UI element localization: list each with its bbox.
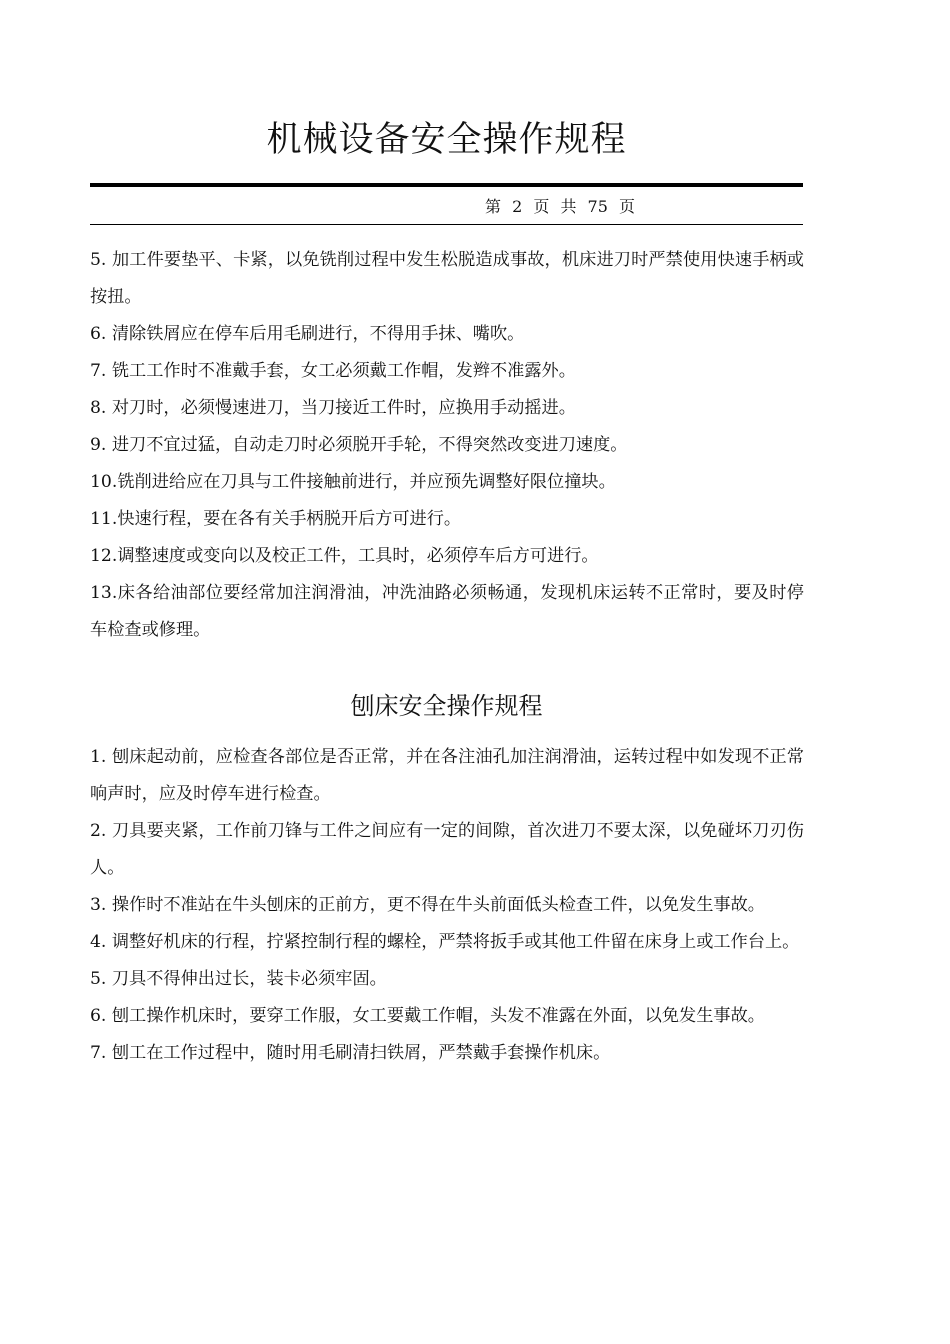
rule-item: 11.快速行程，要在各有关手柄脱开后方可进行。 xyxy=(90,509,462,529)
header-rule-thick xyxy=(90,183,803,187)
rule-item: 5. 刀具不得伸出过长，装卡必须牢固。 xyxy=(90,969,387,989)
rule-item: 6. 刨工操作机床时，要穿工作服，女工要戴工作帽，头发不准露在外面，以免发生事故。 xyxy=(90,1006,765,1026)
rule-item: 9. 进刀不宜过猛，自动走刀时必须脱开手轮，不得突然改变进刀速度。 xyxy=(90,435,628,455)
rule-item: 13.床各给油部位要经常加注润滑油，冲洗油路必须畅通，发现机床运转不正常时，要及时停车检查或修理。 xyxy=(90,583,804,640)
rule-item: 4. 调整好机床的行程，拧紧控制行程的螺栓，严禁将扳手或其他工件留在床身上或工作台上。 xyxy=(90,932,800,952)
rule-item: 6. 清除铁屑应在停车后用毛刷进行，不得用手抹、嘴吹。 xyxy=(90,324,525,344)
rule-item: 1. 刨床起动前，应检查各部位是否正常，并在各注油孔加注润滑油，运转过程中如发现不正常响声时，应及时停车进行检查。 xyxy=(90,747,804,804)
rule-item: 7. 刨工在工作过程中，随时用毛刷清扫铁屑，严禁戴手套操作机床。 xyxy=(90,1043,611,1063)
rule-item: 10.铣削进给应在刀具与工件接触前进行，并应预先调整好限位撞块。 xyxy=(90,472,616,492)
rule-item: 3. 操作时不准站在牛头刨床的正前方，更不得在牛头前面低头检查工件，以免发生事故。 xyxy=(90,895,765,915)
rule-item: 12.调整速度或变向以及校正工件，工具时，必须停车后方可进行。 xyxy=(90,546,599,566)
rule-item: 5. 加工件要垫平、卡紧，以免铣削过程中发生松脱造成事故，机床进刀时严禁使用快速手柄或按扭。 xyxy=(90,250,804,307)
milling-rules-list xyxy=(90,242,804,649)
rule-item: 2. 刀具要夹紧，工作前刀锋与工件之间应有一定的间隙，首次进刀不要太深，以免碰坏刀刃伤人。 xyxy=(90,821,804,878)
rule-item: 7. 铣工工作时不准戴手套，女工必须戴工作帽，发辫不准露外。 xyxy=(90,361,576,381)
page-number: 第 2 页 共 75 页 xyxy=(485,197,635,216)
rule-item: 8. 对刀时，必须慢速进刀，当刀接近工件时，应换用手动摇进。 xyxy=(90,398,576,418)
header-rule-thin xyxy=(90,224,803,225)
document-title: 机械设备安全操作规程 xyxy=(266,120,627,160)
section-title: 刨床安全操作规程 xyxy=(350,692,543,720)
planer-rules-list xyxy=(90,739,804,1072)
